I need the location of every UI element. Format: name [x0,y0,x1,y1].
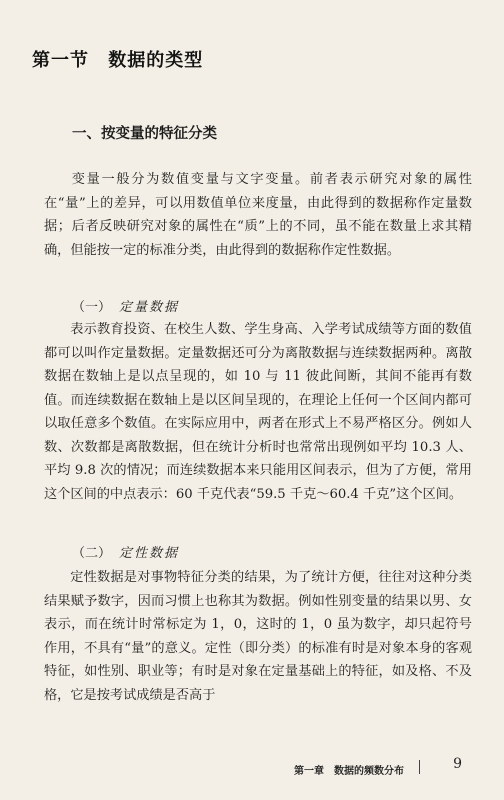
qualitative-marker: （二） [72,546,112,561]
quantitative-heading [72,296,179,315]
quantitative-marker: （一） [72,300,112,315]
quantitative-paragraph [44,318,472,506]
page-number: 9 [453,756,462,772]
quantitative-label: 定量数据 [119,300,180,315]
footer-divider [419,760,420,774]
page-footer [0,752,504,782]
subsection-title: 一、按变量的特征分类 [72,126,217,142]
intro-paragraph [44,168,472,262]
footer-chapter: 第一章 数据的频数分布 [294,766,404,777]
section-title [32,46,203,72]
intro-text: 变量一般分为数值变量与文字变量。前者表示研究对象的属性在“量”上的差异，可以用数值单位来度量，由此得到的数据称作定量数据；后者反映研究对象的属性在“质”上的不同，虽不能在数量上求其精确，但能按一定的标准分类，由此得到的数据称作定性数据。 [44,172,472,258]
qualitative-paragraph [44,566,472,707]
section-number: 第一节 [32,50,89,71]
section-heading: 数据的类型 [108,50,204,71]
qualitative-text: 定性数据是对事物特征分类的结果，为了统计方便，往往对这种分类结果赋予数字，因而习惯上也称其为数据。例如性别变量的结果以男、女表示，而在统计时常标定为 1，0，这时的 1，0 虽为数字，却只起符号作用，不具有“量”的意义。定性（即分类）的标准有时是对象本身的客观特征，如性别、职业等；有时是对象在定量基础上的特征，如及格、不及格，它是按考试成绩是否高于 [44,570,472,703]
qualitative-label: 定性数据 [119,546,180,561]
qualitative-heading [72,542,179,561]
quantitative-text: 表示教育投资、在校生人数、学生身高、入学考试成绩等方面的数值都可以叫作定量数据。定量数据还可分为离散数据与连续数据两种。离散数据在数轴上是以点呈现的，如 10 与 11 彼此间断，其间不能再有数值。而连续数据在数轴上是以区间呈现的，在理论上任何一个区间内都可以取任意多个数值。在实际应用中，两者在形式上不易严格区分。例如人数、次数都是离散数据，但在统计分析时也常常出现例如平均 10.3 人、平均 9.8 次的情况；而连续数据本来只能用区间表示，但为了方便，常用这个区间的中点表示：60 千克代表“59.5 千克～60.4 千克”这个区间。 [44,322,472,502]
